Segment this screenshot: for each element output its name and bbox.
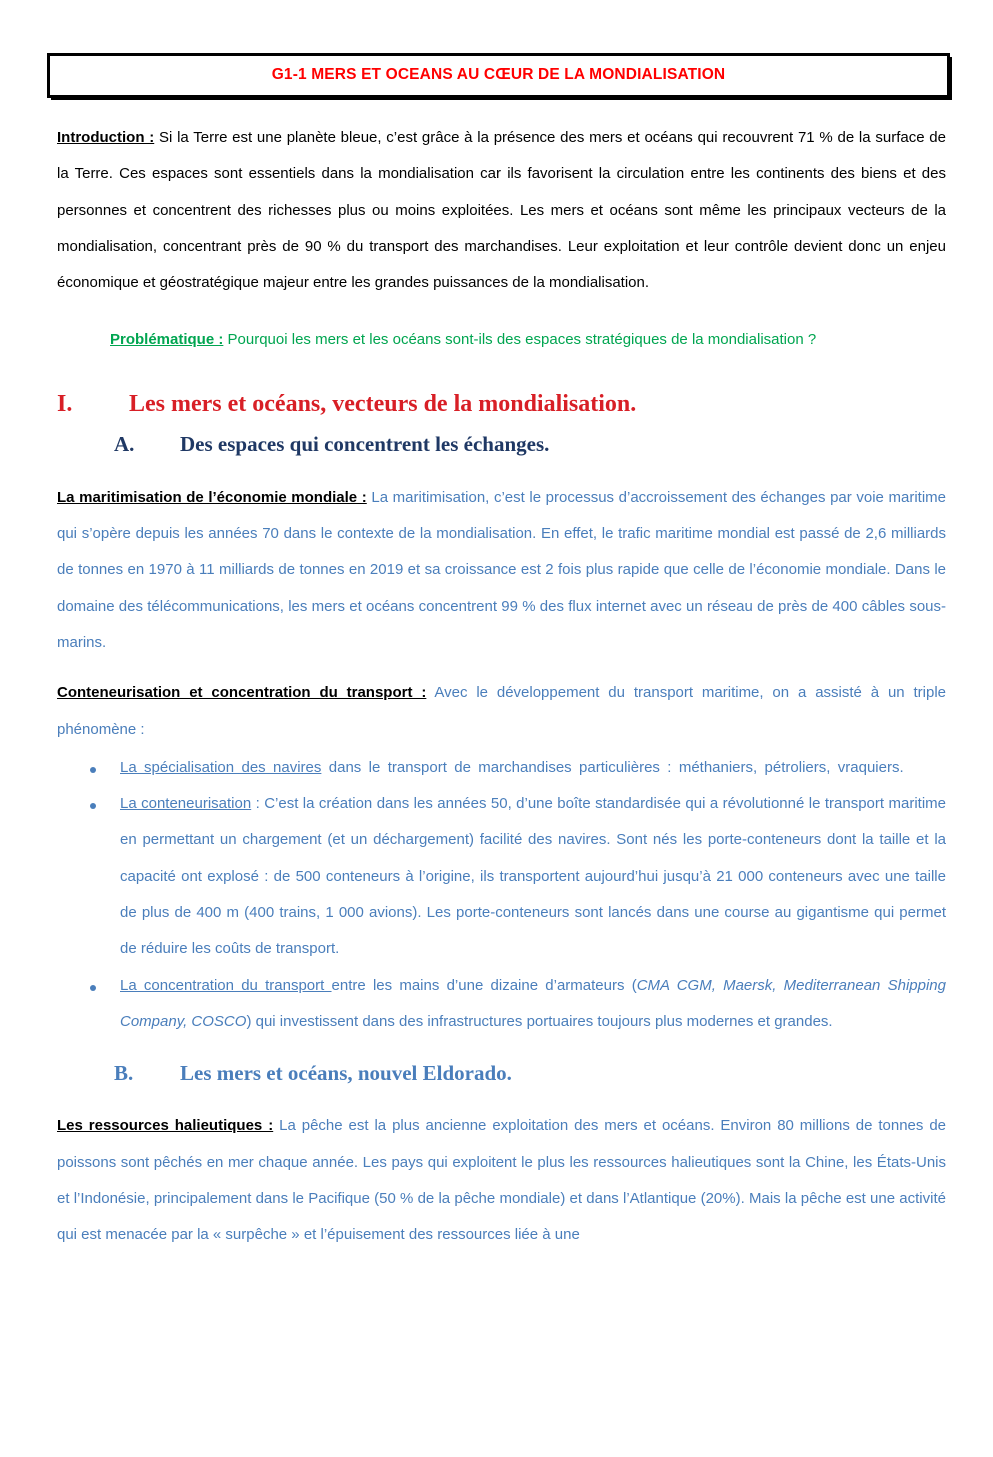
heading-section-I-number: I. [57,391,73,418]
list-item [120,968,946,1041]
heading-section-A-number: A. [114,432,135,457]
spacer [0,661,993,675]
triple-phenomene-list [0,750,993,1040]
bullet-1-rest-text: dans le transport de marchandises particulières : méthaniers, pétroliers, vraquiers. [321,758,904,776]
spacer [0,98,993,120]
introduction-lead-label: Introduction : [57,129,155,146]
maritimisation-paragraph [57,480,946,661]
spacer [0,1040,993,1060]
maritimisation-block [57,480,946,661]
conteneurisation-block [57,675,946,748]
problematique-lead-label: Problématique : [110,331,224,349]
heading-section-I [57,389,993,419]
heading-section-B [114,1060,993,1086]
bullet-1-underlined-term: La spécialisation des navires [120,758,322,776]
bullet-3-underlined-term: La concentration du transport [120,976,332,994]
bullet-3-text-after-italic: ) qui investissent dans des infrastructures portuaires toujours plus modernes et grandes. [246,1012,833,1030]
heading-section-A-title: Des espaces qui concentrent les échanges. [180,432,550,457]
heading-section-I-title: Les mers et océans, vecteurs de la mondialisation. [129,391,637,418]
document-page [0,53,993,1457]
bullet-3-italic-company-names: CMA CGM, Maersk, Mediterranean Shipping Company, COSCO [120,976,946,1030]
spacer [0,458,993,480]
page-title: G1-1 MERS ET OCEANS AU CŒUR DE LA MONDIALISATION [271,66,726,83]
halieutiques-body-text: La pêche est la plus ancienne exploitation des mers et océans. Environ 80 millions de tonnes de poissons sont pêchés en mer chaque année. Les pays qui exploitent le plus les ressources halieutiques sont la Chine, les États-Unis et l’Indonésie, principalement dans le Pacifique (50 % de la pêche mondiale) et dans l’Atlantique (20%). Mais la pêche est une activité qui est menacée par la « surpêche » et l’épuisement des ressources liée à une [57,1117,946,1244]
spacer [0,1086,993,1108]
introduction-body-text: Si la Terre est une planète bleue, c’est grâce à la présence des mers et océans qui recouvrent 71 % de la surface de la Terre. Ces espaces sont essentiels dans la mondialisation car ils favorisent la circulation entre les continents des biens et des personnes et concentrent des richesses plus ou moins exploitées. Les mers et océans sont même les principaux vecteurs de la mondialisation, concentrant près de 90 % du transport des marchandises. Leur exploitation et leur contrôle devient donc un enjeu économique et géostratégique majeur entre les grandes puissances de la mondialisation. [57,129,946,292]
halieutiques-lead-label: Les ressources halieutiques : [57,1117,274,1135]
bullet-2-rest-text: : C’est la création dans les années 50, d’une boîte standardisée qui a révolutionné le transport maritime en permettant un chargement (et un déchargement) facilité des navires. Sont nés les porte-conteneurs dont la taille et la capacité ont explosé : de 500 conteneurs à l’origine, ils transportent aujourd’hui jusqu’à 21 000 conteneurs avec une taille de plus de 400 m (400 trains, 1 000 avions). Les porte-conteneurs sont lancés dans une course au gigantisme qui permet de réduire les coûts de transport. [120,795,946,958]
problematique-block [110,328,946,352]
spacer [0,301,993,328]
maritimisation-body-text: La maritimisation, c’est le processus d’accroissement des échanges par voie maritime qui s’opère depuis les années 70 dans le contexte de la mondialisation. En effet, le trafic maritime mondial est passé de 2,6 milliards de tonnes en 1970 à 11 milliards de tonnes en 2019 et sa croissance est 2 fois plus rapide que celle de l’économie mondiale. Dans le domaine des télécommunications, les mers et océans concentrent 99 % des flux internet avec un réseau de près de 400 câbles sous-marins. [57,488,946,651]
list-item [120,750,946,786]
conteneurisation-lead-label: Conteneurisation et concentration du transport : [57,684,427,702]
heading-section-B-number: B. [114,1061,134,1086]
problematique-body-text: Pourquoi les mers et les océans sont-ils des espaces stratégiques de la mondialisation ? [223,331,817,349]
introduction-block [57,120,946,301]
halieutiques-block [57,1108,946,1253]
problematique-line [110,328,946,352]
introduction-paragraph [57,120,946,301]
conteneurisation-paragraph [57,675,946,748]
title-box-container [47,53,950,98]
list-item [120,786,946,967]
bullet-3-text-before-italic: entre les mains d’une dizaine d’armateurs ( [331,976,637,994]
maritimisation-lead-label: La maritimisation de l’économie mondiale : [57,488,367,506]
heading-section-A [114,431,993,457]
title-box [47,53,950,98]
heading-section-B-title: Les mers et océans, nouvel Eldorado. [180,1061,512,1086]
spacer [0,419,993,431]
conteneurisation-body-text: Avec le développement du transport maritime, on a assisté à un triple phénomène : [57,684,947,738]
spacer [0,352,993,389]
bullet-2-underlined-term: La conteneurisation [120,795,252,813]
halieutiques-paragraph [57,1108,946,1253]
